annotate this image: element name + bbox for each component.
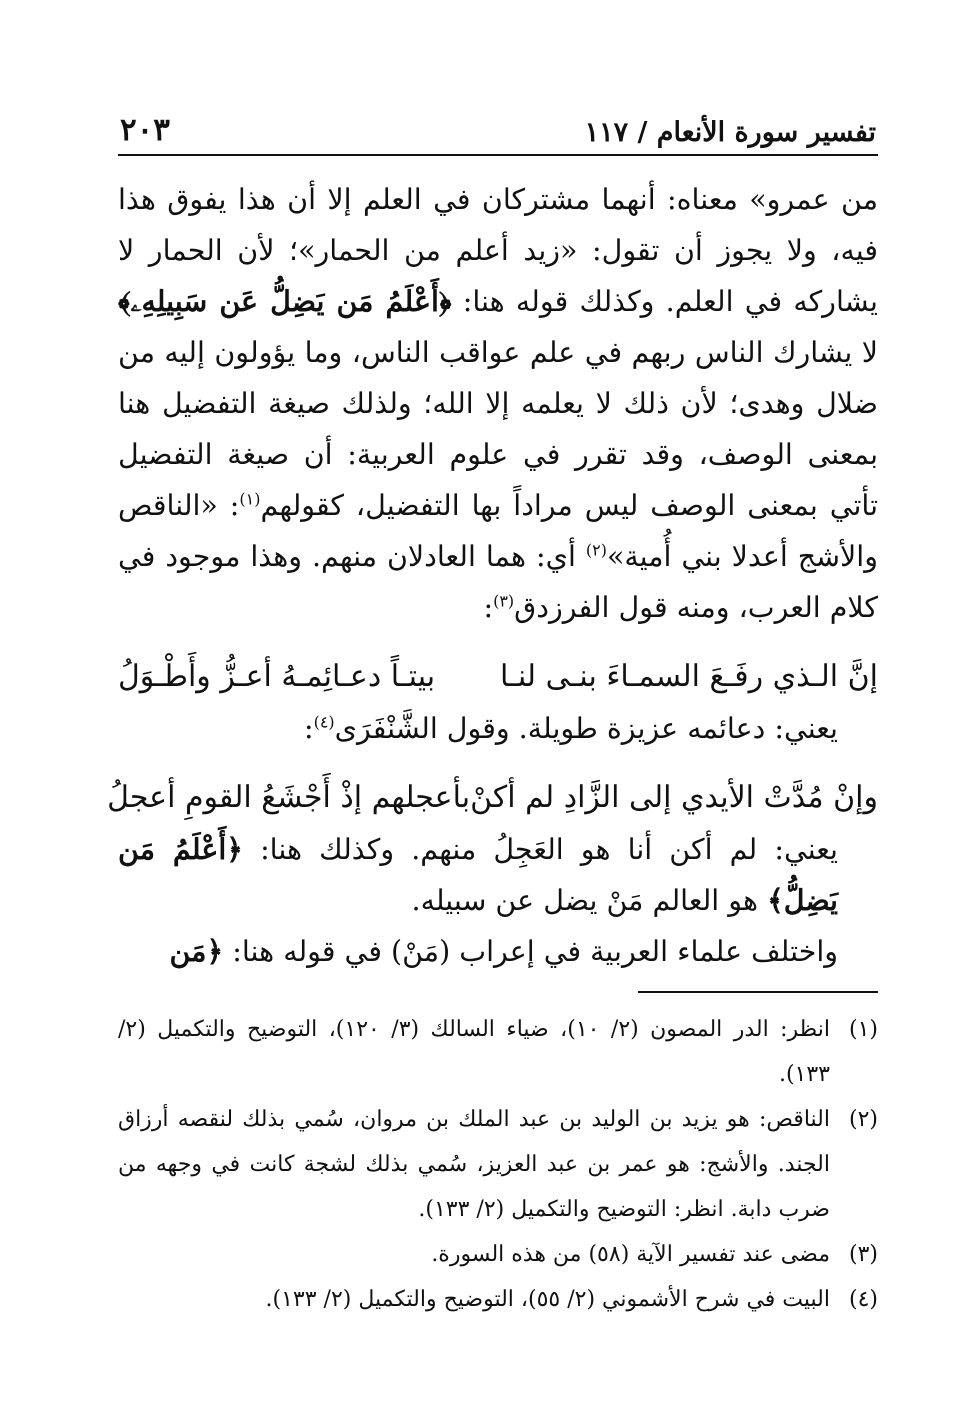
footnote-number: (٣) (848, 1242, 878, 1267)
running-header (118, 96, 878, 154)
verse-second-hemistich: بيتـاً دعـائِمـهُ أعـزُّ وأَطْـوَلُ (118, 659, 436, 694)
paragraph-4 (118, 926, 878, 977)
footnote-ref-3[interactable]: (٣) (493, 591, 515, 611)
text-run: هو العالم مَنْ يضل عن سبيله. (411, 884, 768, 917)
poem-verse-1 (118, 651, 878, 703)
footnote-text: البيت في شرح الأشموني (٢/ ٥٥)، التوضيح والتكميل (٢/ ١٣٣). (265, 1287, 830, 1312)
footnotes (118, 1007, 878, 1322)
footnote-item (118, 1097, 878, 1232)
text-run: من عمرو» معناه: أنهما مشتركان في العلم إلا أن هذا يفوق هذا فيه، ولا يجوز أن تقول: «زيد أعلم من الحمار»؛ لأن الحمار لا يشاركه في العلم. وكذلك قوله هنا: (118, 183, 878, 318)
footnote-item (118, 1277, 878, 1322)
quran-quote: ﴿مَن (169, 934, 224, 968)
quran-quote: ﴿أَعْلَمُ مَن يَضِلُّ﴾ (118, 832, 838, 917)
footnote-number: (١) (848, 1017, 878, 1042)
footnote-text: الناقص: هو يزيد بن الوليد بن عبد الملك بن مروان، سُمي بذلك لنقصه أرزاق الجند. والأشج: هو عمر بن عبد العزيز، سُمي بذلك لشجة كانت في وجهه من ضرب دابة. انظر: التوضيح والتكميل (٢/ ١٣٣). (118, 1107, 830, 1222)
footnote-ref-2[interactable]: (٢) (585, 540, 607, 560)
text-run: واختلف علماء العربية في إعراب (مَنْ) في قوله هنا: (223, 935, 838, 968)
verse-second-hemistich: بأعجلهم إذْ أَجْشَعُ القومِ أعجلُ (107, 780, 471, 815)
text-run: يعني: لم أكن أنا هو العَجِلُ منهم. وكذلك هنا: (242, 833, 838, 866)
footnote-text: مضى عند تفسير الآية (٥٨) من هذه السورة. (431, 1242, 830, 1267)
page-number: ٢٠٣ (120, 112, 170, 148)
verse-first-hemistich: وإنْ مُدَّتْ الأيدي إلى الزَّادِ لم أكنْ (470, 780, 878, 815)
book-page (107, 96, 878, 1396)
footnote-text: انظر: الدر المصون (٢/ ١٠)، ضياء السالك (٣/ ١٢٠)، التوضيح والتكميل (٢/ ١٣٣). (118, 1017, 830, 1087)
text-run: أي: هما العادلان منهم. وهذا موجود في كلام العرب، ومنه قول الفرزدق (118, 540, 878, 624)
paragraph-2 (118, 703, 878, 754)
text-run: : (483, 591, 494, 624)
header-title: تفسير سورة الأنعام / ١١٧ (584, 117, 876, 148)
paragraph-1 (118, 174, 878, 633)
footnote-divider (638, 991, 878, 993)
main-text (107, 174, 878, 977)
footnote-number: (٢) (848, 1107, 878, 1132)
poem-verse-2 (107, 772, 878, 824)
text-run: : (303, 712, 314, 745)
paragraph-3 (118, 824, 878, 926)
footnote-item (118, 1007, 878, 1097)
header-divider (118, 154, 878, 156)
footnote-ref-1[interactable]: (١) (239, 489, 261, 509)
verse-first-hemistich: إنَّ الـذي رفَـعَ السمـاءَ بنـى لنـا (499, 659, 878, 694)
text-run: يعني: دعائمه عزيزة طويلة. وقول الشَّنْفَرَى (334, 712, 838, 745)
footnote-ref-4[interactable]: (٤) (313, 712, 335, 732)
footnote-number: (٤) (848, 1287, 878, 1312)
text-run: : «الناقص والأشج أعدلا بني أُمية» (118, 489, 878, 573)
footnote-item (118, 1232, 878, 1277)
text-run: لا يشارك الناس ربهم في علم عواقب الناس، وما يؤولون إليه من ضلال وهدى؛ لأن ذلك لا يعلمه إلا الله؛ ولذلك صيغة التفضيل هنا بمعنى الوصف، وقد تقرر في علوم العربية: أن صيغة التفضيل تأتي بمعنى الوصف ليس مراداً بها التفضيل، كقولهم (118, 336, 878, 522)
quran-quote: ﴿أَعْلَمُ مَن يَضِلُّ عَن سَبِيلِهِۦ﴾ (118, 284, 452, 318)
